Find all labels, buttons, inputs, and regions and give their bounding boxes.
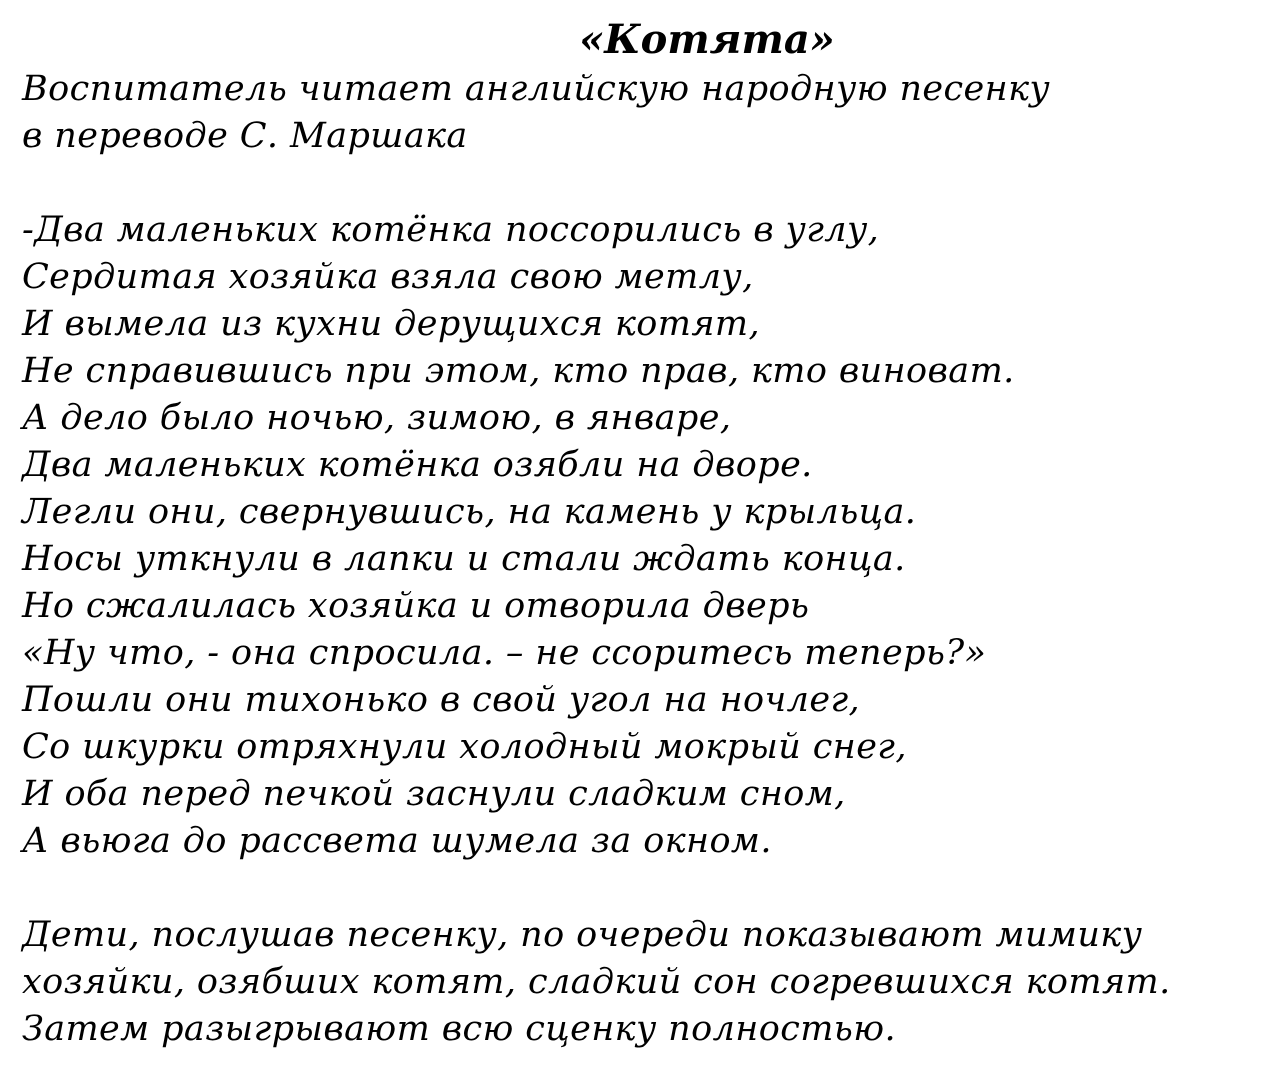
poem-line: Два маленьких котёнка озябли на дворе.: [22, 445, 813, 485]
paragraph-gap: [22, 160, 1262, 207]
poem-line: И оба перед печкой заснули сладким сном,: [22, 774, 846, 814]
poem-line: Не справившись при этом, кто прав, кто виноват.: [22, 351, 1015, 391]
outro-paragraph: [22, 912, 1262, 1053]
poem-line: Легли они, свернувшись, на камень у крыльца.: [22, 492, 917, 532]
document-page: [22, 14, 1262, 1053]
poem-line: А дело было ночью, зимою, в январе,: [22, 398, 732, 438]
poem-line: А вьюга до рассвета шумела за окном.: [22, 821, 772, 861]
intro-line: Воспитатель читает английскую народную песенку: [22, 69, 1051, 109]
poem-line: Пошли они тихонько в свой угол на ночлег,: [22, 680, 861, 720]
outro-line: хозяйки, озябших котят, сладкий сон согревшихся котят.: [22, 962, 1171, 1002]
poem-line: Носы уткнули в лапки и стали ждать конца.: [22, 539, 906, 579]
poem-line: -Два маленьких котёнка поссорились в углу,: [22, 210, 880, 250]
outro-line: Затем разыгрывают всю сценку полностью.: [22, 1009, 896, 1049]
intro-line: в переводе С. Маршака: [22, 116, 468, 156]
paragraph-gap: [22, 865, 1262, 912]
poem-line: Сердитая хозяйка взяла свою метлу,: [22, 257, 754, 297]
document-title: «Котята»: [579, 16, 835, 63]
poem-line: Но сжалилась хозяйка и отворила дверь: [22, 586, 810, 626]
intro-paragraph: [22, 66, 1262, 160]
poem-text: [22, 207, 1262, 865]
poem-line: Со шкурки отряхнули холодный мокрый снег,: [22, 727, 907, 767]
outro-line: Дети, послушав песенку, по очереди показывают мимику: [22, 915, 1143, 955]
poem-line: И вымела из кухни дерущихся котят,: [22, 304, 761, 344]
poem-line: «Ну что, - она спросила. – не ссоритесь теперь?»: [22, 633, 987, 673]
